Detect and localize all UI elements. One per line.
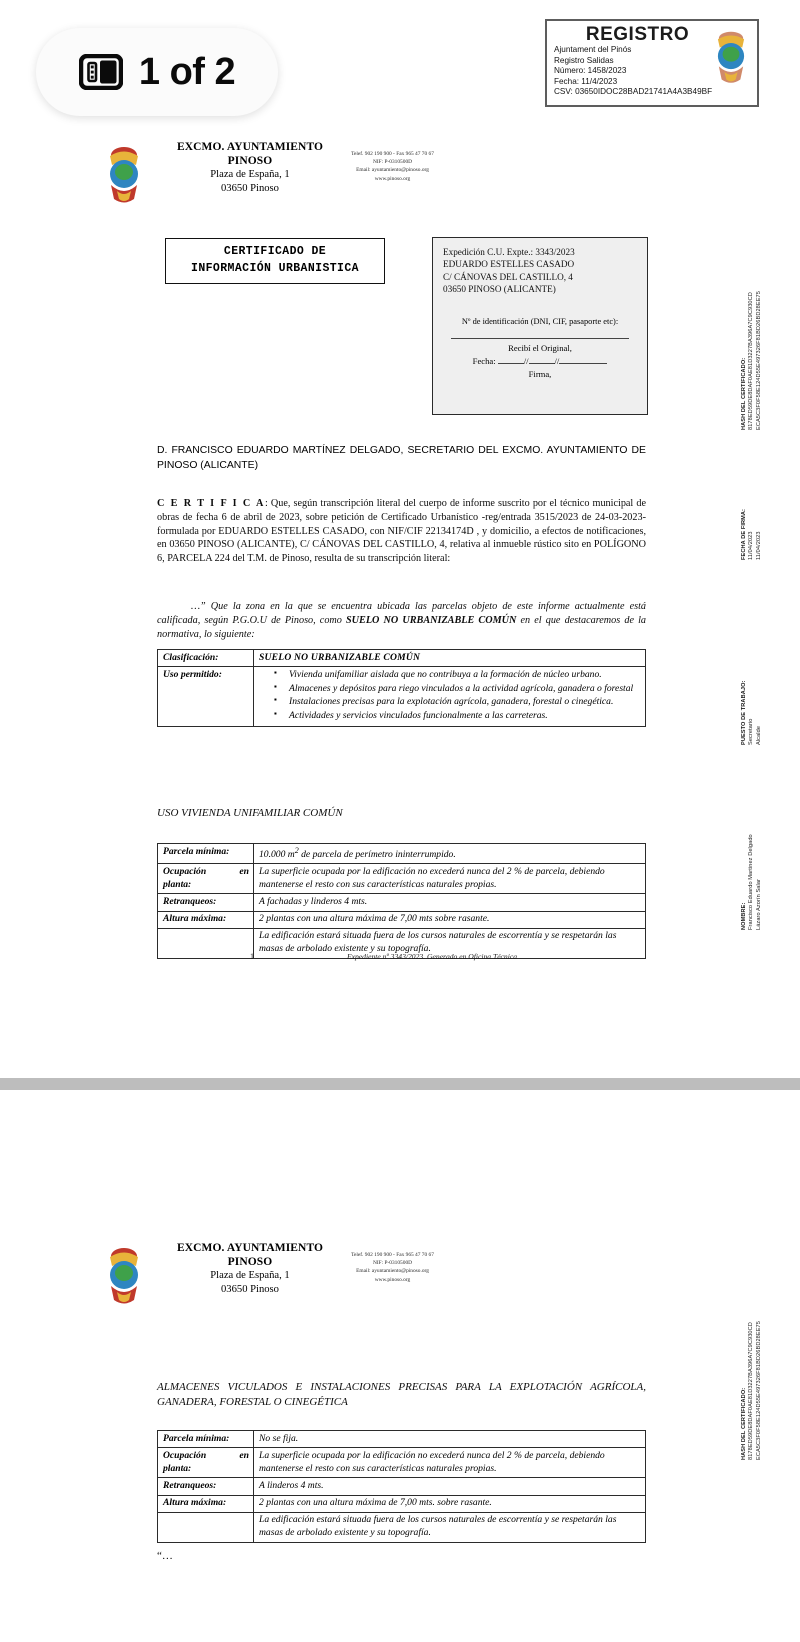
alm-parcela-minima-value: No se fija.: [254, 1431, 646, 1448]
fecha-month-blank: [529, 363, 555, 364]
letterhead-name-line1-p2: EXCMO. AYUNTAMIENTO: [176, 1242, 324, 1254]
pinoso-crest-icon: [103, 1244, 145, 1306]
margin-hash-page2: [741, 1321, 763, 1460]
alm-retranqueos-label: Retranqueos:: [158, 1478, 254, 1495]
page-separator: [0, 1078, 800, 1090]
alm-nota-label-empty: [158, 1512, 254, 1542]
registro-stamp: [545, 19, 759, 107]
firma-line2-p1: 11/04/2023: [755, 531, 762, 560]
letterhead-address-line1-p2: Plaza de España, 1: [210, 1270, 290, 1282]
fecha-year-blank: [559, 363, 607, 364]
parcela-value-sup: 2: [294, 845, 299, 855]
page2-heading-block: [157, 1380, 646, 1411]
almacenes-heading: ALMACENES VICULADOS E INSTALACIONES PRECISAS PARA LA EXPLOTACIÓN AGRÍCOLA, GANADERA, FORESTAL O CINEGÉTICA: [157, 1381, 646, 1409]
certificate-title-box: [165, 238, 385, 284]
certifica-block: [157, 497, 646, 566]
alm-ocupacion-value: La superficie ocupada por la edificación no excederá nunca del 2 % de parcela, debiendo mantenerse el resto con sus características naturales propias.: [254, 1448, 646, 1478]
table-row: [158, 650, 646, 667]
table-row: [158, 1478, 646, 1495]
registro-ajuntament: Ajuntament del Pinós: [554, 45, 632, 54]
pages-panel-icon: [79, 54, 123, 90]
addressee-street: C/ CÁNOVAS DEL CASTILLO, 4: [443, 271, 573, 282]
letterhead-name-line1: EXCMO. AYUNTAMIENTO: [176, 141, 324, 153]
hash-line2-p1: ECA5C3F0F58E124D55E497326F81BD26BD28EE75: [755, 291, 762, 430]
almacenes-table-wrap: [157, 1430, 646, 1564]
document-page-2: [0, 1090, 800, 1642]
table-row: [158, 1431, 646, 1448]
ocupacion-label-a: Ocupación: [163, 865, 207, 877]
list-item: ▪ Instalaciones precisas para la explotación agrícola, ganadera, forestal o cinegética.: [289, 696, 641, 709]
puesto-line1-p1: Secretario: [748, 718, 755, 745]
quote-part-2: en el que destacaremos de la normativa, lo siguiente:: [157, 614, 647, 640]
secretary-statement-block: [157, 444, 646, 474]
nombre-line1-p1: Francisco Eduardo Martinez Delgado: [748, 834, 755, 930]
addressee-fecha-row: [443, 356, 637, 366]
altura-maxima-value: 2 plantas con una altura máxima de 7,00 mts sobre rasante.: [254, 911, 646, 928]
secretary-statement: D. FRANCISCO EDUARDO MARTÍNEZ DELGADO, SECRETARIO DEL EXCMO. AYUNTAMIENTO DE PINOSO (ALICANTE): [157, 445, 646, 471]
table-row: [158, 844, 646, 864]
ocupacion-label-c: planta:: [163, 878, 192, 890]
letterhead-website: www.pinoso.org: [374, 175, 411, 182]
certificate-title-line2: INFORMACIÓN URBANISTICA: [191, 262, 359, 275]
registro-title: REGISTRO: [585, 24, 690, 45]
page1-footer-text: Expediente nº 3343/2023. Generado en Oficina Técnica: [347, 952, 518, 961]
page1-footer: [157, 952, 646, 961]
addressee-firma-label: Firma,: [528, 369, 552, 380]
alm-altura-value: 2 plantas con una altura máxima de 7,00 mts. sobre rasante.: [254, 1495, 646, 1512]
addressee-expediente: Expedición C.U. Expte.: 3343/2023: [443, 247, 575, 257]
uso-heading-block: [157, 806, 646, 821]
clasificacion-table-wrap: [157, 649, 646, 727]
table-row: [158, 1495, 646, 1512]
hash-line1-p1: 8178ED59DE8DAF0AE81D3227BA396A7C9C930CD: [748, 292, 755, 430]
uso-vivienda-heading: USO VIVIENDA UNIFAMILIAR COMÚN: [157, 807, 343, 819]
ocupacion-label: [158, 864, 254, 894]
letterhead-phone: Telef. 902 190 900 - Fax 965 47 70 67: [351, 151, 434, 157]
margin-puesto-page1: [741, 681, 763, 745]
almacenes-table: [157, 1430, 646, 1543]
page-indicator-pill[interactable]: [36, 28, 278, 116]
registro-fecha: Fecha: 11/4/2023: [554, 76, 618, 86]
table-row: [158, 894, 646, 911]
certifica-label: C E R T I F I C A: [157, 498, 265, 509]
vivienda-table-wrap: [157, 843, 646, 959]
alm-nota-value: La edificación estará situada fuera de los cursos naturales de escorrentía y se respetarán las masas de arbolado existente y su topografía.: [254, 1512, 646, 1542]
alm-ocupacion-label-c: planta:: [163, 1462, 192, 1474]
fecha-sep2: //: [554, 356, 560, 367]
quote-part-1: …” Que la zona en la que se encuentra ubicada las parcelas objeto de este informe actualmente está calificada, según P.G.O.U de Pinoso, como: [157, 601, 646, 626]
firma-line1-p1: 11/04/2023: [748, 531, 755, 560]
list-item: ▪ Almacenes y depósitos para riego vinculados a la actividad agrícola, ganadera o forestal: [289, 683, 641, 696]
alm-parcela-minima-label: Parcela mínima:: [158, 1431, 254, 1448]
list-item: ▪ Vivienda unifamiliar aislada que no contribuya a la formación de núcleo urbano.: [289, 669, 641, 682]
table-row: [158, 911, 646, 928]
letterhead-name-line2: PINOSO: [227, 154, 273, 167]
addressee-identification-label: Nº de identificación (DNI, CIF, pasaporte etc):: [461, 317, 619, 327]
ocupacion-value: La superficie ocupada por la edificación no excederá nunca del 2 % de parcela, debiendo mantenerse el resto con sus características naturales propias.: [254, 864, 646, 894]
alm-altura-label: Altura máxima:: [158, 1495, 254, 1512]
page-indicator-label: 1 of 2: [138, 50, 236, 93]
clasificacion-label: Clasificación:: [158, 650, 254, 667]
letterhead-contact-p2: [305, 1251, 480, 1284]
letterhead-address-line2: 03650 Pinoso: [221, 182, 279, 194]
parcela-value-pre: 10.000 m: [259, 848, 295, 860]
alm-retranqueos-value: A linderos 4 mts.: [254, 1478, 646, 1495]
hash-line1-p2: 8178ED59DE8DAF0AE81D3227BA396A7C9C930CD: [748, 1322, 755, 1460]
quote-emphasis: SUELO NO URBANIZABLE COMÚN: [346, 614, 517, 626]
addressee-name: EDUARDO ESTELLES CASADO: [443, 259, 575, 270]
puesto-line2-p1: Alcalde: [755, 725, 762, 745]
parcela-value-post: de parcela de perímetro ininterrumpido.: [298, 848, 456, 860]
pinoso-crest-icon: [103, 143, 145, 205]
addressee-identification-rule: [451, 338, 629, 339]
registro-csv: CSV: 03650IDOC28BAD21741A4A3B49BF: [554, 87, 713, 96]
pinoso-crest-icon: [711, 28, 751, 86]
letterhead-address-line2-p2: 03650 Pinoso: [221, 1283, 279, 1295]
fecha-day-blank: [498, 363, 524, 364]
uso-permitido-label: Uso permitido:: [158, 667, 254, 727]
uso-permitido-value: [254, 667, 646, 727]
nombre-label-p1: NOMBRE:: [741, 902, 747, 930]
parcela-minima-label: Parcela mínima:: [158, 844, 254, 864]
hash-label-p2: HASH DEL CERTIFICADO:: [741, 1387, 747, 1460]
nota-value: La edificación estará situada fuera de los cursos naturales de escorrentía y se respetarán las masas de arbolado existente y su topografía.: [254, 928, 646, 958]
clasificacion-value: SUELO NO URBANIZABLE COMÚN: [254, 650, 646, 667]
certifica-text: : Que, según transcripción literal del cuerpo de informe suscrito por el técnico municipal de obras de fecha 6 de abril de 2023, sobre petición de Certificado Urbanístico -reg/entrada 3515/2023 de 24-03-2023- formulada por EDUARDO ESTELLES CASADO, con NIF/CIF 22134174D , y domicilio, a efectos de notificaciones, en 03650 PINOSO (ALICANTE), C/ CÁNOVAS DEL CASTILLO, 4, relativa al inmueble rústico sito en POLÍGONO 6, PARCELA 224 del T.M. de Pinoso, resulta de su transcripción literal:: [157, 498, 646, 565]
clasificacion-table: [157, 649, 646, 727]
uso-permitido-list: [259, 669, 641, 723]
quote-block: [157, 600, 646, 641]
letterhead-email: Email: ayuntamiento@pinoso.org: [356, 167, 429, 174]
hash-label-p1: HASH DEL CERTIFICADO:: [741, 357, 747, 430]
list-item: ▪ Actividades y servicios vinculados funcionalmente a las carreteras.: [289, 710, 641, 723]
letterhead-email-p2: Email: ayuntamiento@pinoso.org: [356, 1268, 429, 1275]
alm-ocupacion-label: [158, 1448, 254, 1478]
altura-maxima-label: Altura máxima:: [158, 911, 254, 928]
registro-numero: Número: 1458/2023: [554, 66, 627, 75]
table-row: [158, 1448, 646, 1478]
addressee-fecha-label: Fecha:: [472, 356, 496, 367]
letterhead-contact: [305, 150, 480, 183]
margin-nombre-page1: [741, 834, 763, 930]
hash-line2-p2: ECA5C3F0F58E124D55E497326F81BD26BD28EE75: [755, 1321, 762, 1460]
letterhead-nif: NIF: P-0310500D: [372, 159, 413, 166]
table-row: [158, 1512, 646, 1542]
addressee-recibi-label: Recibí el Original,: [508, 343, 572, 354]
fecha-sep1: //: [523, 356, 529, 367]
retranqueos-value: A fachadas y linderos 4 mts.: [254, 894, 646, 911]
margin-firma-page1: [741, 509, 763, 560]
letterhead-website-p2: www.pinoso.org: [374, 1276, 411, 1283]
letterhead-name-line2-p2: PINOSO: [227, 1255, 273, 1268]
nombre-line2-p1: Lázaro Azorín Salar: [755, 878, 762, 930]
vivienda-table: [157, 843, 646, 959]
alm-ocupacion-label-b: en: [239, 1449, 249, 1461]
letterhead-address-line1: Plaza de España, 1: [210, 169, 290, 181]
margin-hash-page1: [741, 291, 763, 430]
certificate-title-line1: CERTIFICADO DE: [223, 245, 327, 259]
addressee-box: [432, 237, 648, 415]
table-row: [158, 667, 646, 727]
table-row: [158, 864, 646, 894]
letterhead-nif-p2: NIF: P-0310500D: [372, 1260, 413, 1267]
closing-quote: “…: [157, 1549, 173, 1562]
retranqueos-label: Retranqueos:: [158, 894, 254, 911]
firma-label-p1: FECHA DE FIRMA:: [741, 508, 747, 560]
letterhead-phone-p2: Telef. 902 190 900 - Fax 965 47 70 67: [351, 1252, 434, 1258]
registro-salidas: Registro Salidas: [554, 55, 614, 65]
alm-ocupacion-label-a: Ocupación: [163, 1449, 207, 1461]
addressee-city: 03650 PINOSO (ALICANTE): [443, 283, 556, 294]
page1-number: 1: [250, 952, 254, 961]
ocupacion-label-b: en: [239, 865, 249, 877]
parcela-minima-value: [254, 844, 646, 864]
puesto-label-p1: PUESTO DE TRABAJO:: [741, 680, 747, 745]
